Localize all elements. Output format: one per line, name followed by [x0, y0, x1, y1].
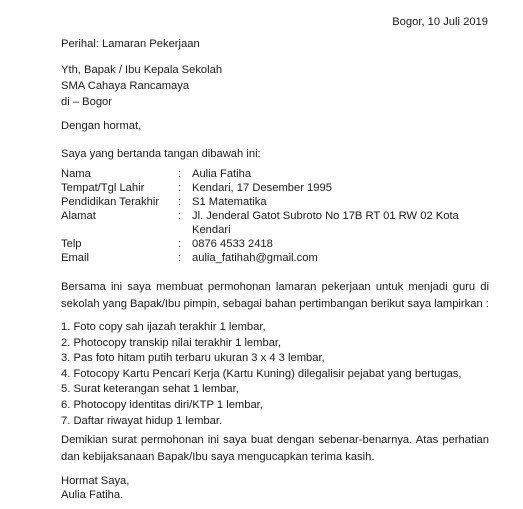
detail-colon: :: [178, 238, 182, 250]
list-item: 4. Fotocopy Kartu Pencari Kerja (Kartu Kuning) dilegalisir pejabat yang bertugas,: [61, 367, 462, 380]
detail-value: Jl. Jenderal Gatot Subroto No 17B RT 01 RW 02 Kota Kendari: [192, 210, 459, 236]
detail-label: Telp: [61, 238, 82, 250]
detail-colon: :: [178, 168, 182, 180]
recipient-line: di – Bogor: [61, 96, 112, 108]
list-item: 5. Surat keterangan sehat 1 lembar,: [61, 383, 239, 396]
detail-value: aulia_fatihah@gmail.com: [192, 252, 318, 264]
detail-colon: :: [178, 210, 182, 222]
detail-value: Kendari, 17 Desember 1995: [192, 182, 332, 194]
greeting: Dengan hormat,: [61, 120, 142, 132]
list-item: 2. Photocopy transkip nilai terakhir 1 lembar,: [61, 336, 282, 349]
letter-subject: Perihal: Lamaran Pekerjaan: [61, 38, 200, 50]
detail-colon: :: [178, 182, 182, 194]
detail-value: S1 Matematika: [192, 196, 267, 208]
attachment-list: [61, 320, 462, 429]
detail-label: Email: [61, 252, 89, 264]
detail-label: Nama: [61, 168, 91, 180]
intro-line: Saya yang bertanda tangan dibawah ini:: [61, 148, 261, 160]
detail-label: Tempat/Tgl Lahir: [61, 182, 145, 194]
list-item: 1. Foto copy sah ijazah terakhir 1 lembar,: [61, 321, 266, 333]
signoff: Hormat Saya,: [61, 475, 130, 487]
list-item: 6. Photocopy identitas diri/KTP 1 lembar,: [61, 398, 263, 411]
body-paragraph: Bersama ini saya membuat permohonan lamaran pekerjaan untuk menjadi guru di sekolah yang Bapak/Ibu pimpin, sebagai bahan pertimbangan berikut saya lampirkan :: [61, 281, 489, 310]
closing-paragraph: Demikian surat permohonan ini saya buat dengan sebenar-benarnya. Atas perhatian dan kebijaksanaan Bapak/Ibu saya mengucapkan terima kasih.: [61, 434, 489, 463]
recipient-line: SMA Cahaya Rancamaya: [61, 80, 190, 92]
detail-label: Alamat: [61, 210, 96, 222]
detail-colon: :: [178, 252, 182, 264]
signer-name: Aulia Fatiha.: [61, 489, 124, 501]
recipient-line: Yth, Bapak / Ibu Kepala Sekolah: [61, 64, 223, 76]
list-item: 7. Daftar riwayat hidup 1 lembar.: [61, 414, 223, 427]
detail-value: Aulia Fatiha: [192, 168, 252, 180]
list-item: 3. Pas foto hitam putih terbaru ukuran 3 x 4 3 lembar,: [61, 352, 325, 365]
detail-label: Pendidikan Terakhir: [61, 196, 160, 208]
letter-date: Bogor, 10 Juli 2019: [392, 16, 488, 28]
detail-colon: :: [178, 196, 182, 208]
detail-value: 0876 4533 2418: [192, 238, 273, 250]
